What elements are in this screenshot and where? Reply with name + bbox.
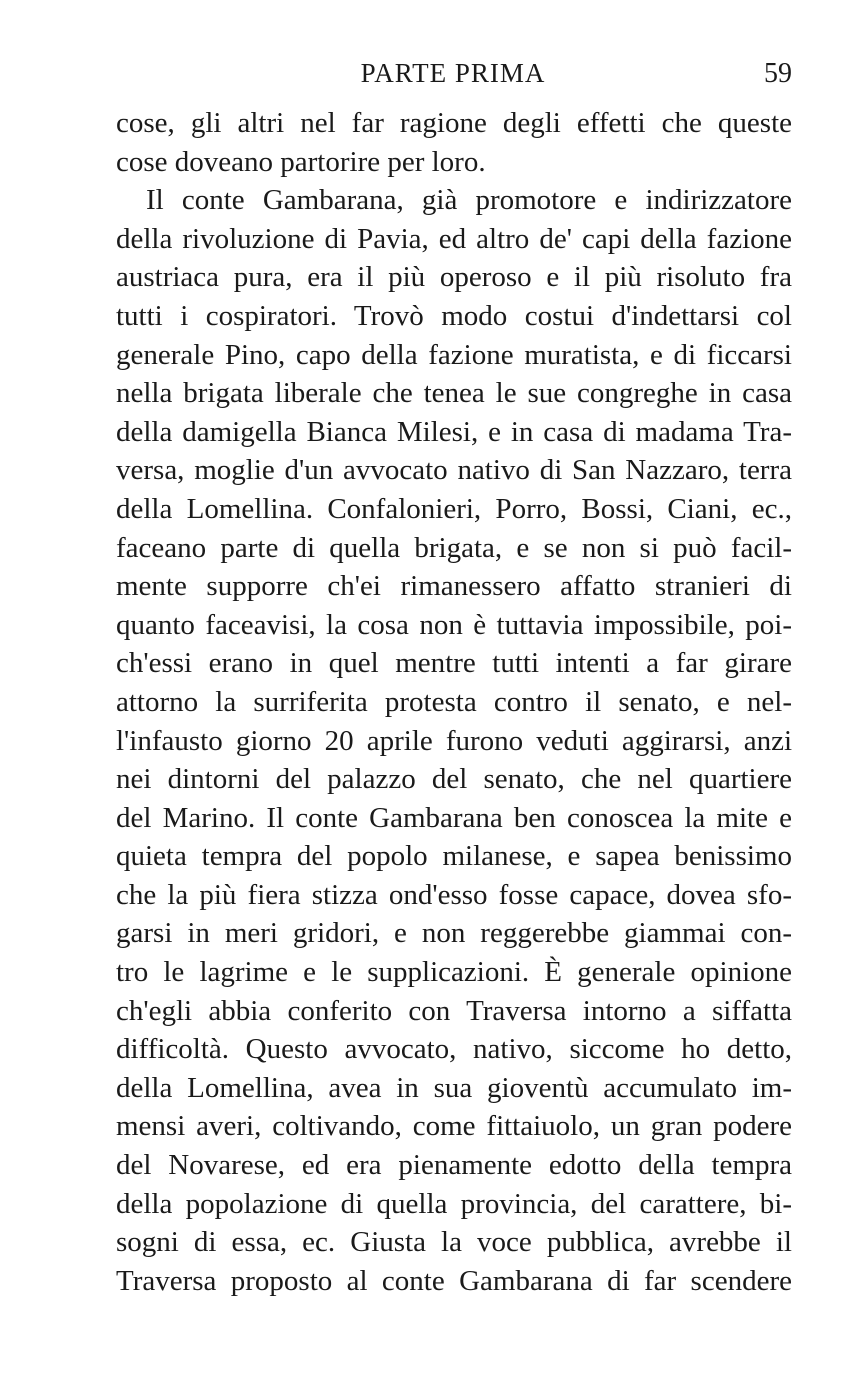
- text-line: l'infausto giorno 20 aprile furono veduti aggirarsi, anzi: [116, 724, 792, 757]
- text-line: generale Pino, capo della fazione muratista, e di ficcarsi: [116, 338, 792, 371]
- body-text: [116, 104, 792, 1300]
- text-line: mensi averi, coltivando, come fittaiuolo, un gran podere: [116, 1110, 792, 1143]
- text-line: tro le lagrime e le supplicazioni. È generale opinione: [116, 956, 792, 989]
- text-line: garsi in meri gridori, e non reggerebbe giammai con-: [116, 917, 792, 950]
- text-line: quanto faceavisi, la cosa non è tuttavia impossibile, poi-: [116, 608, 792, 641]
- text-line: cose, gli altri nel far ragione degli effetti che queste: [116, 107, 792, 139]
- running-header: [114, 58, 792, 98]
- text-line: del Novarese, ed era pienamente edotto della tempra: [116, 1149, 792, 1182]
- text-line: quieta tempra del popolo milanese, e sapea benissimo: [116, 840, 792, 873]
- running-title: PARTE PRIMA: [360, 58, 546, 88]
- text-line: cose doveano partorire per loro.: [116, 145, 486, 178]
- text-line: nella brigata liberale che tenea le sue congreghe in casa: [116, 377, 792, 410]
- text-line: che la più fiera stizza ond'esso fosse capace, dovea sfo-: [116, 878, 792, 911]
- paragraph-first-line: Il conte Gambarana, già promotore e indirizzatore: [146, 184, 792, 217]
- text-line: austriaca pura, era il più operoso e il più risoluto fra: [116, 261, 792, 294]
- text-line: faceano parte di quella brigata, e se non si può facil-: [116, 531, 792, 564]
- text-line: della popolazione di quella provincia, del carattere, bi-: [116, 1187, 792, 1220]
- text-line: Traversa proposto al conte Gambarana di far scendere: [116, 1264, 792, 1297]
- page-number: 59: [764, 58, 792, 89]
- text-line: della Lomellina. Confalonieri, Porro, Bossi, Ciani, ec.,: [116, 492, 792, 525]
- text-line: attorno la surriferita protesta contro il senato, e nel-: [116, 685, 792, 718]
- text-line: difficoltà. Questo avvocato, nativo, siccome ho detto,: [116, 1033, 792, 1066]
- text-line: versa, moglie d'un avvocato nativo di San Nazzaro, terra: [116, 454, 792, 487]
- text-line: sogni di essa, ec. Giusta la voce pubblica, avrebbe il: [116, 1226, 792, 1259]
- text-line: della Lomellina, avea in sua gioventù accumulato im-: [116, 1071, 792, 1104]
- text-line: ch'egli abbia conferito con Traversa intorno a siffatta: [116, 994, 792, 1027]
- text-line: della damigella Bianca Milesi, e in casa di madama Tra-: [116, 415, 792, 448]
- text-line: tutti i cospiratori. Trovò modo costui d'indettarsi col: [116, 299, 792, 332]
- text-line: mente supporre ch'ei rimanessero affatto stranieri di: [116, 570, 792, 603]
- text-line: della rivoluzione di Pavia, ed altro de' capi della fazione: [116, 222, 792, 255]
- text-line: nei dintorni del palazzo del senato, che nel quartiere: [116, 763, 792, 796]
- text-line: del Marino. Il conte Gambarana ben conoscea la mite e: [116, 801, 792, 834]
- text-line: ch'essi erano in quel mentre tutti intenti a far girare: [116, 647, 792, 680]
